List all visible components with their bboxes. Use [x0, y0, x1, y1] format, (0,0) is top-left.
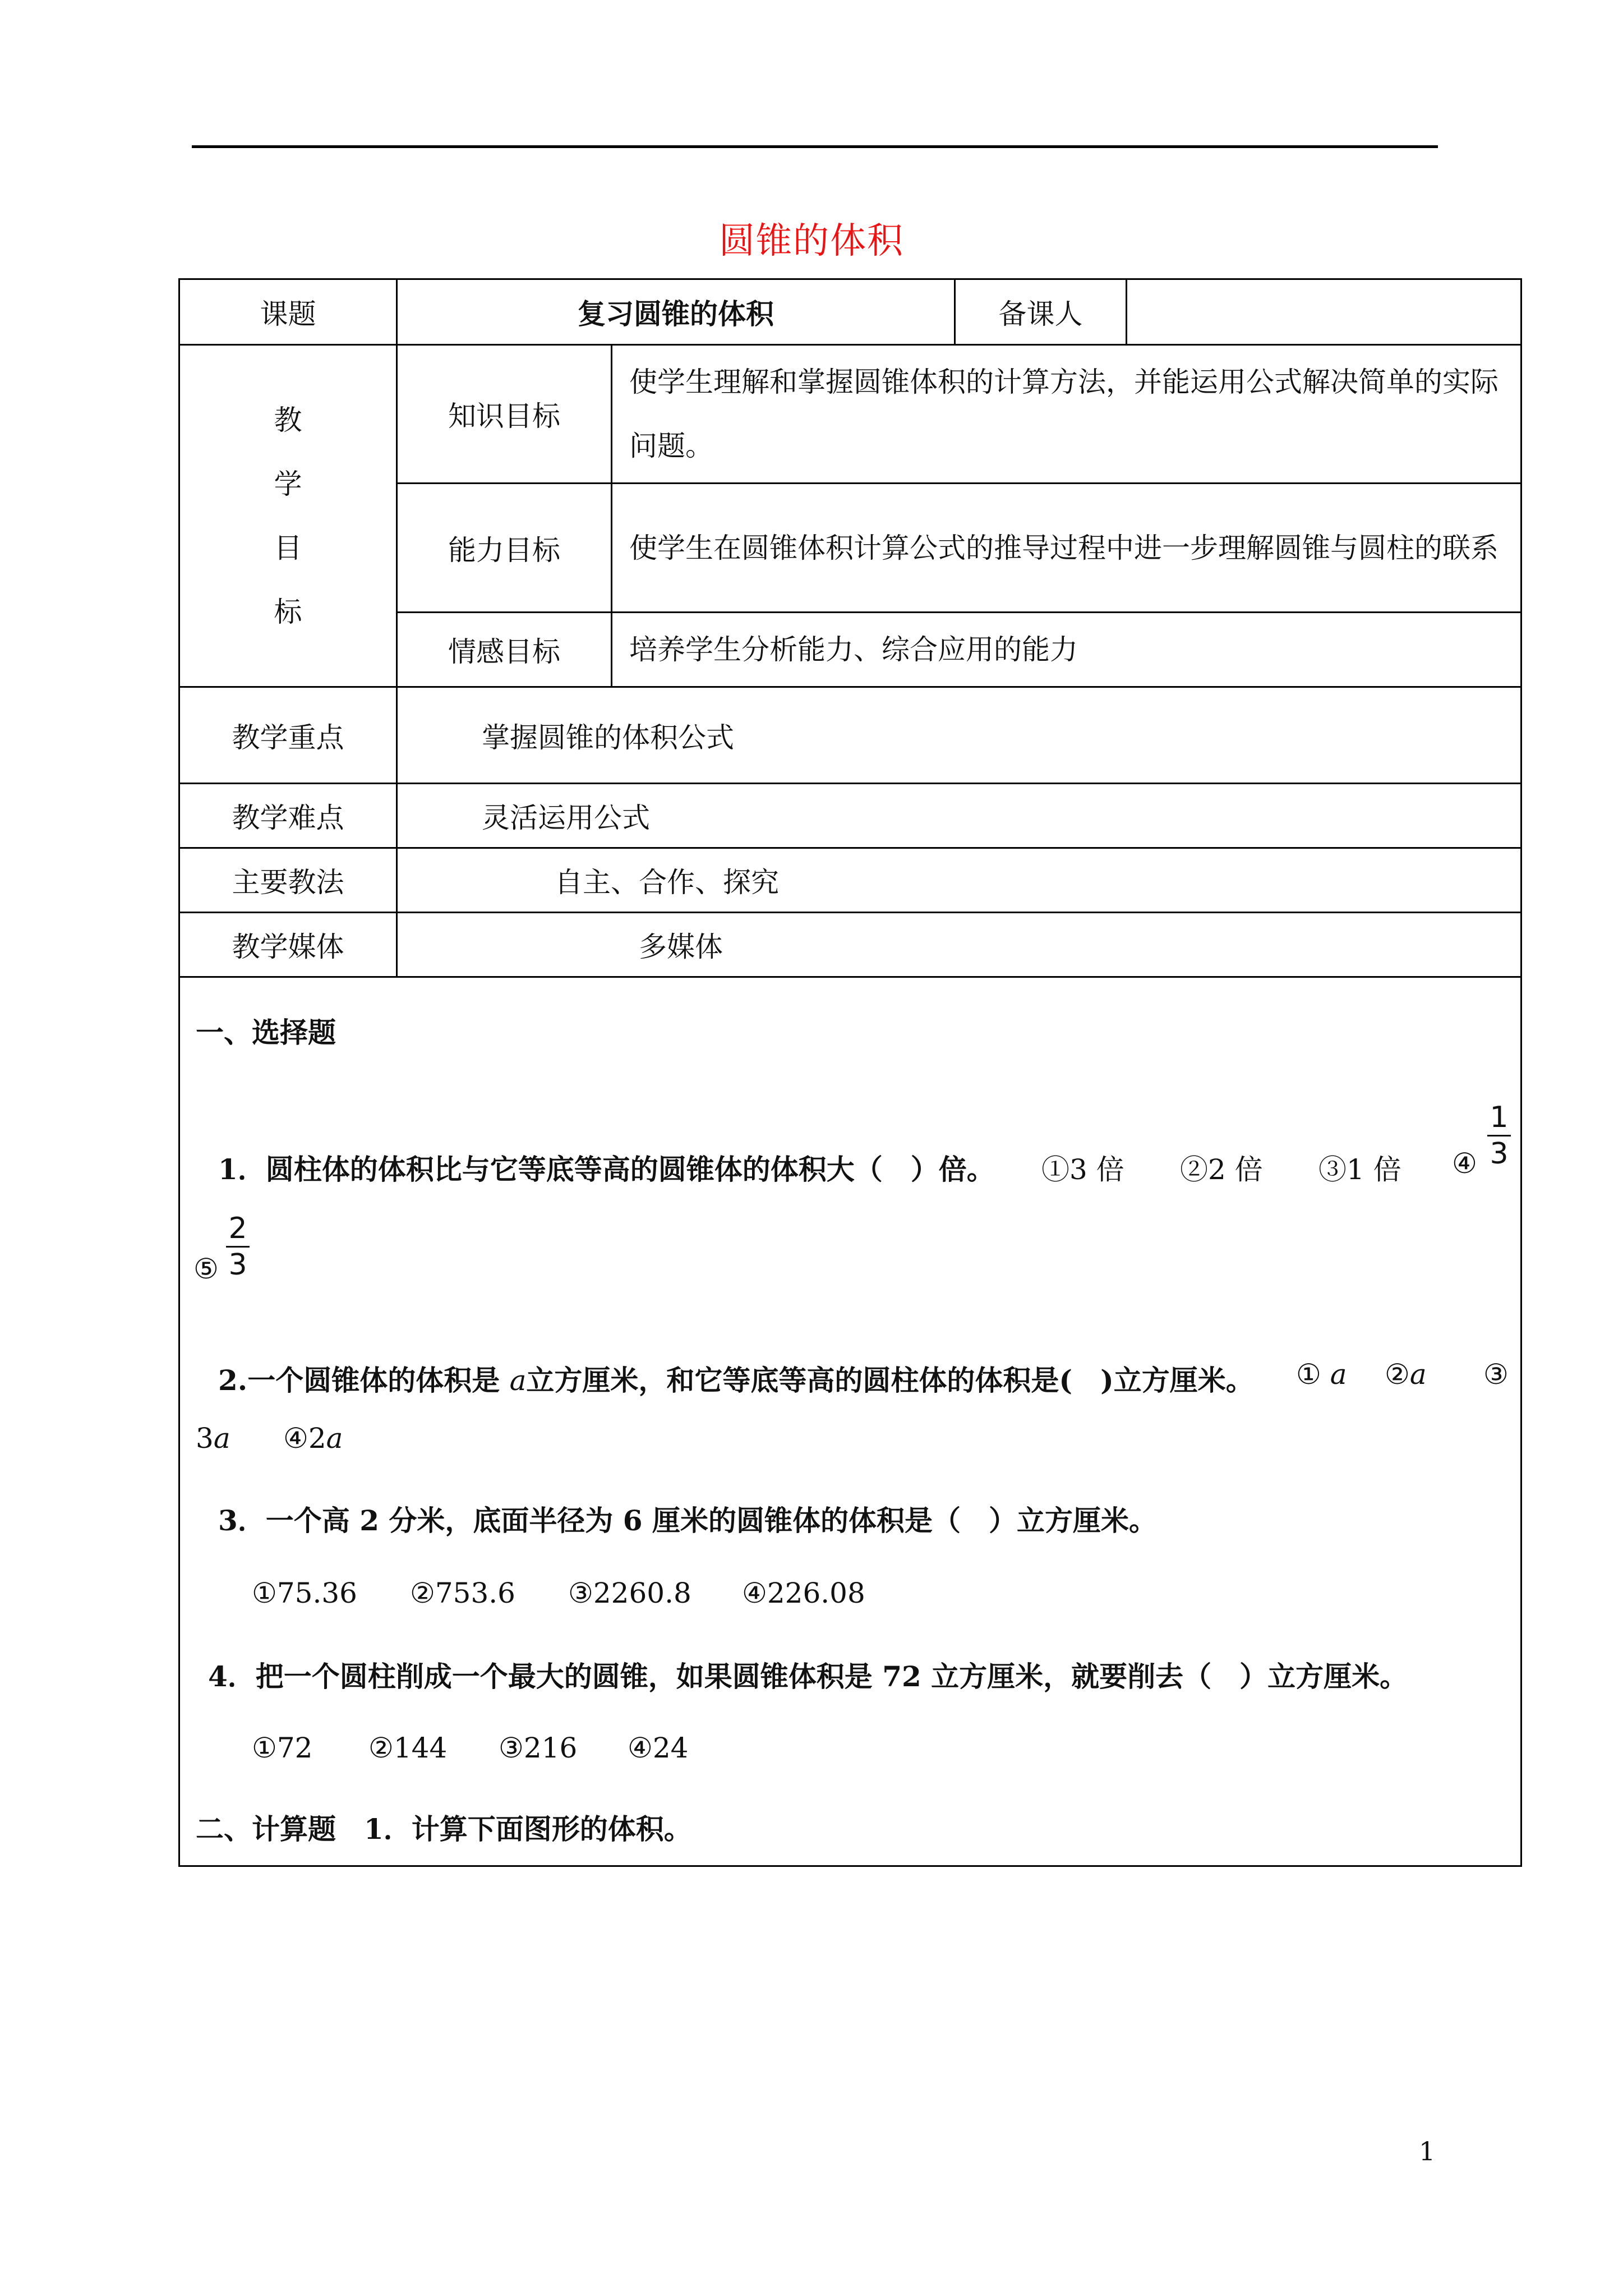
q1-option-3: ③1 倍: [1318, 1153, 1401, 1186]
q4-option-4: ④24: [628, 1732, 689, 1764]
fraction-two-thirds: [226, 1212, 250, 1281]
section-heading-calculation: 二、计算题 1．计算下面图形的体积。: [196, 1812, 692, 1846]
q1-option-5: ⑤: [193, 1253, 219, 1285]
fraction-one-third: [1487, 1101, 1511, 1170]
topic-value: 复习圆锥的体积: [397, 279, 955, 345]
q3-option-1: ①75.36: [252, 1577, 357, 1609]
goal-label: 能力目标: [397, 484, 612, 613]
info-row: [179, 784, 1521, 848]
fraction-denominator: 3: [1490, 1137, 1509, 1171]
q2-option-1: ① a: [1296, 1358, 1347, 1391]
fraction-bar: [226, 1246, 250, 1248]
page-number: 1: [1419, 2136, 1436, 2166]
goal-label: 知识目标: [397, 345, 612, 484]
question-2: [218, 1358, 1254, 1398]
q4-option-2: ②144: [368, 1732, 448, 1764]
q2-option-4: ④2a: [283, 1422, 343, 1455]
info-value: 多媒体: [397, 913, 1521, 977]
header-rule: [192, 145, 1438, 148]
q1-option-4: ④: [1452, 1147, 1477, 1180]
goal-label: 情感目标: [397, 613, 612, 687]
info-row: [179, 913, 1521, 977]
question-2-text-b: 立方厘米，和它等底等高的圆柱体的体积是( )立方厘米。: [526, 1364, 1254, 1397]
info-label: 教学难点: [179, 784, 397, 848]
goal-text: 使学生在圆锥体积计算公式的推导过程中进一步理解圆锥与圆柱的联系: [612, 484, 1521, 613]
q3-option-2: ②753.6: [410, 1577, 515, 1609]
goal-char: 学: [274, 467, 302, 500]
goal-row-knowledge: [179, 345, 1521, 484]
variable-a: a: [509, 1364, 527, 1397]
q3-option-3: ③2260.8: [568, 1577, 691, 1609]
question-4: 4．把一个圆柱削成一个最大的圆锥，如果圆锥体积是 72 立方厘米，就要削去（ ）立方厘米。: [208, 1660, 1408, 1693]
q4-option-3: ③216: [499, 1732, 578, 1764]
q2-option-3-value: 3a: [196, 1422, 230, 1455]
questions-cell: [179, 977, 1521, 1866]
page-title: 圆锥的体积: [719, 220, 904, 262]
topic-row: [179, 279, 1521, 345]
info-row: [179, 848, 1521, 913]
preparer-value: [1127, 279, 1521, 345]
info-value: 自主、合作、探究: [397, 848, 1521, 913]
q4-option-1: ①72: [252, 1732, 313, 1764]
goal-text: 使学生理解和掌握圆锥体积的计算方法，并能运用公式解决简单的实际问题。: [612, 345, 1521, 484]
q1-option-2: ②2 倍: [1180, 1153, 1263, 1186]
goal-text: 培养学生分析能力、综合应用的能力: [612, 613, 1521, 687]
info-label: 教学媒体: [179, 913, 397, 977]
fraction-denominator: 3: [228, 1248, 247, 1282]
question-2-text-a: 2.一个圆锥体的体积是: [218, 1364, 510, 1397]
q2-option-3: ③: [1483, 1358, 1509, 1391]
fraction-bar: [1487, 1135, 1511, 1137]
q2-option-2: ②a: [1385, 1358, 1427, 1391]
fraction-numerator: 1: [1490, 1101, 1509, 1134]
q1-option-1: ①3 倍: [1041, 1153, 1124, 1186]
goal-char: 目: [274, 531, 302, 564]
info-label: 教学重点: [179, 687, 397, 784]
section-heading-choice: 一、选择题: [196, 1016, 336, 1049]
goal-char: 标: [274, 595, 302, 628]
info-row: [179, 687, 1521, 784]
questions-row: [179, 977, 1521, 1866]
question-3: 3．一个高 2 分米，底面半径为 6 厘米的圆锥体的体积是（ ）立方厘米。: [218, 1504, 1157, 1537]
topic-label: 课题: [179, 279, 397, 345]
teaching-goals-label: [179, 345, 397, 687]
goal-char: 教: [274, 403, 302, 436]
info-label: 主要教法: [179, 848, 397, 913]
info-value: 掌握圆锥的体积公式: [397, 687, 1521, 784]
info-value: 灵活运用公式: [397, 784, 1521, 848]
preparer-label: 备课人: [955, 279, 1127, 345]
lesson-plan-table: [178, 278, 1522, 1867]
q3-option-4: ④226.08: [742, 1577, 865, 1609]
question-1: 1．圆柱体的体积比与它等底等高的圆锥体的体积大（ ）倍。: [218, 1153, 995, 1186]
fraction-numerator: 2: [228, 1212, 247, 1245]
